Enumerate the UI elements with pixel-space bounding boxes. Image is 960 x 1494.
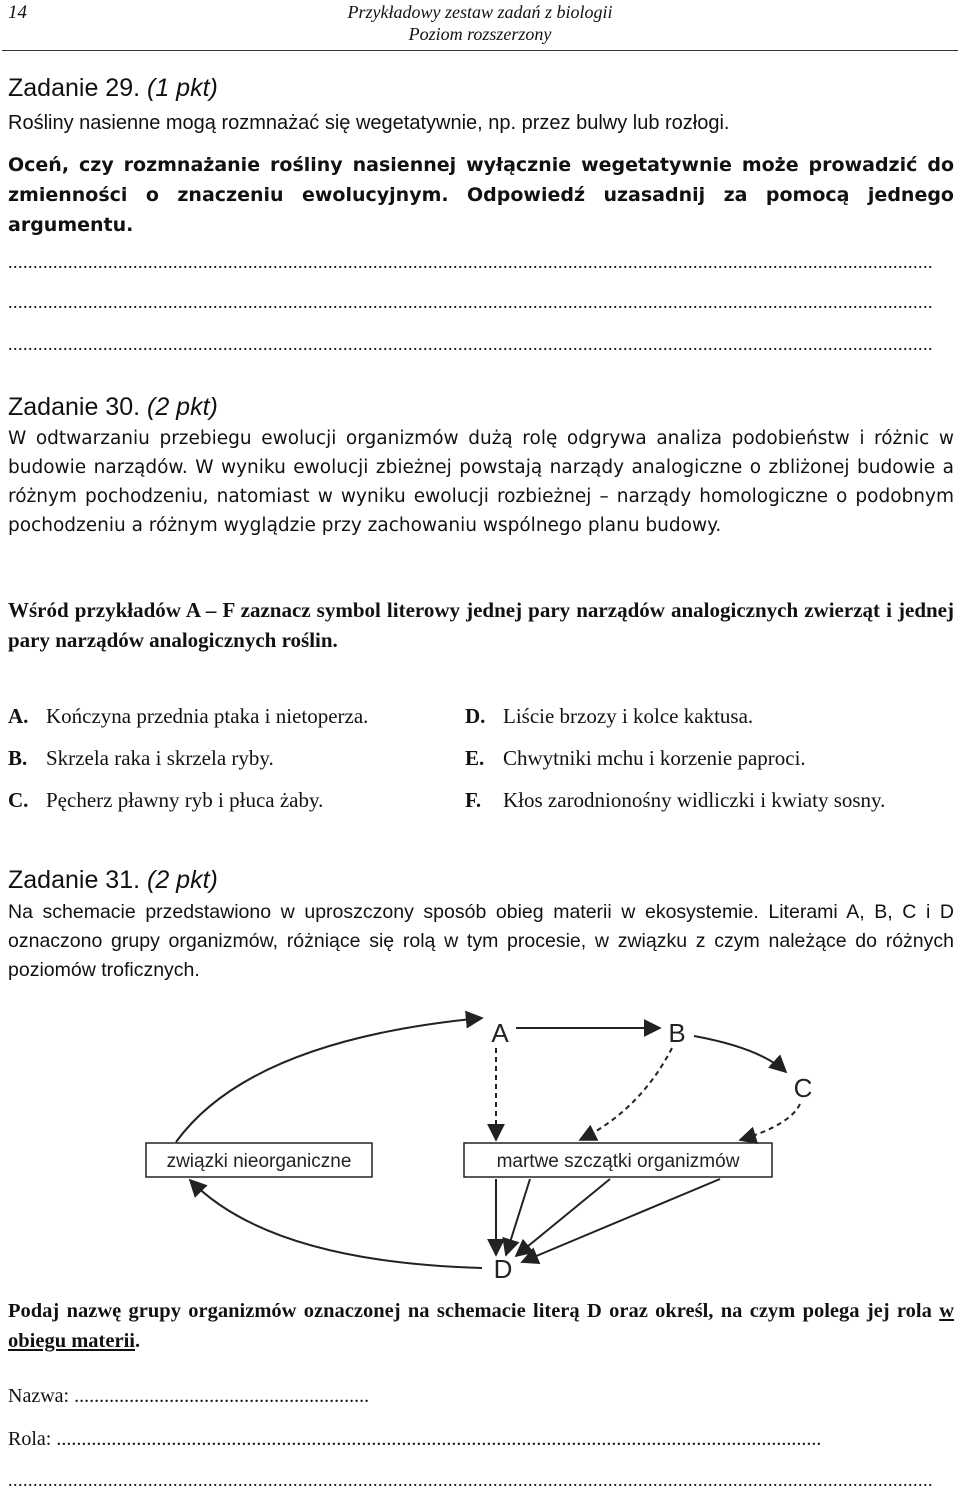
box-dead-remains-label: martwe szczątki organizmów xyxy=(496,1151,740,1172)
role-answer-line[interactable]: Rola: ......................................................................................................................................................... xyxy=(8,1428,822,1450)
task29-title: Zadanie 29. xyxy=(8,74,141,102)
option-letter: C. xyxy=(8,788,29,812)
option-text: Kończyna przednia ptaka i nietoperza. xyxy=(46,704,369,728)
option-letter: B. xyxy=(8,746,28,770)
option-letter: D. xyxy=(465,704,486,728)
arrow-c-to-remains xyxy=(740,1104,800,1140)
role-answer-line-2[interactable]: ......................................................................................................................................................................................... xyxy=(8,1470,933,1490)
option-text: Liście brzozy i kolce kaktusa. xyxy=(503,704,754,728)
task29-question: Oceń, czy rozmnażanie rośliny nasiennej wyłącznie wegetatywnie może prowadzić do zmienności o znaczeniu ewolucyjnym. Odpowiedź uzasadnij za pomocą jednego argumentu. xyxy=(8,154,954,236)
option-b[interactable] xyxy=(8,746,274,771)
option-c[interactable] xyxy=(8,788,323,813)
header-divider xyxy=(2,50,958,51)
task30-points: (2 pkt) xyxy=(147,393,218,421)
task31-intro: Na schemacie przedstawiono w uproszczony sposób obieg materii w ekosystemie. Literami A, B, C i D oznaczono grupy organizmów, różniące się rolą w tym procesie, w związku z czym należące do różnych poziomów troficznych. xyxy=(8,901,954,981)
node-a: A xyxy=(491,1018,509,1048)
option-e[interactable] xyxy=(465,746,806,771)
option-a[interactable] xyxy=(8,704,368,729)
option-letter: F. xyxy=(465,788,482,812)
task31-question-text: Podaj nazwę grupy organizmów oznaczonej na schemacie literą D oraz określ, na czym polega jej rola xyxy=(8,1300,940,1322)
arrow-a-to-d xyxy=(506,1179,530,1255)
option-text: Chwytniki mchu i korzenie paproci. xyxy=(503,746,806,770)
task31-points: (2 pkt) xyxy=(147,866,218,894)
option-d[interactable] xyxy=(465,704,753,729)
task31-question-underlined: w obiegu materii xyxy=(8,1300,954,1352)
task29-points: (1 pkt) xyxy=(147,74,218,102)
option-text: Kłos zarodnionośny widliczki i kwiaty sosny. xyxy=(503,788,886,812)
node-c: C xyxy=(793,1073,813,1103)
option-f[interactable] xyxy=(465,788,885,813)
task31-title: Zadanie 31. xyxy=(8,866,141,894)
header-title: Przykładowy zestaw zadań z biologii xyxy=(347,2,613,22)
arrow-c-to-d xyxy=(522,1179,720,1262)
option-letter: E. xyxy=(465,746,485,770)
node-b: B xyxy=(668,1018,686,1048)
header-subtitle: Poziom rozszerzony xyxy=(408,24,552,44)
arrow-d-to-inorganic xyxy=(190,1180,482,1268)
arrow-b-to-remains xyxy=(580,1048,672,1140)
task29-intro: Rośliny nasienne mogą rozmnażać się wegetatywnie, np. przez bulwy lub rozłogi. xyxy=(8,112,730,134)
task31-heading xyxy=(8,866,218,895)
task30-question: Wśród przykładów A – F zaznacz symbol literowy jednej pary narządów analogicznych zwierząt i jednej pary narządów analogicznych roślin. xyxy=(8,598,954,652)
task29-answer-line-3[interactable]: ......................................................................................................................................................................................... xyxy=(8,334,933,354)
task30-title: Zadanie 30. xyxy=(8,393,141,421)
page-number: 14 xyxy=(8,2,27,23)
task29-answer-line-1[interactable]: ......................................................................................................................................................................................... xyxy=(8,252,933,272)
arrow-inorganic-to-a xyxy=(176,1018,482,1142)
task31-question-end: . xyxy=(134,1330,141,1352)
node-d: D xyxy=(493,1254,513,1284)
task29-heading xyxy=(8,74,218,103)
box-inorganic-label: związki nieorganiczne xyxy=(166,1151,352,1172)
task30-intro: W odtwarzaniu przebiegu ewolucji organizmów dużą rolę odgrywa analiza podobieństw i różnic w budowie narządów. W wyniku ewolucji zbieżnej powstają narządy analogiczne o zbliżonej budowie a różnym pochodzeniu, natomiast w wyniku ewolucji rozbieżnej – narządy homologiczne o podobnym pochodzeniu a różnym wyglądzie przy zachowaniu wspólnego planu budowy. xyxy=(8,428,954,536)
name-answer-line[interactable]: Nazwa: ........................................................... xyxy=(8,1385,370,1407)
task29-answer-line-2[interactable]: ......................................................................................................................................................................................... xyxy=(8,292,933,312)
option-text: Skrzela raka i skrzela ryby. xyxy=(46,746,274,770)
task30-heading xyxy=(8,393,218,422)
option-letter: A. xyxy=(8,704,29,728)
arrow-b-to-c xyxy=(694,1036,786,1072)
task31-question xyxy=(8,1296,954,1356)
ecosystem-diagram xyxy=(0,1000,960,1290)
option-text: Pęcherz pławny ryb i płuca żaby. xyxy=(46,788,324,812)
